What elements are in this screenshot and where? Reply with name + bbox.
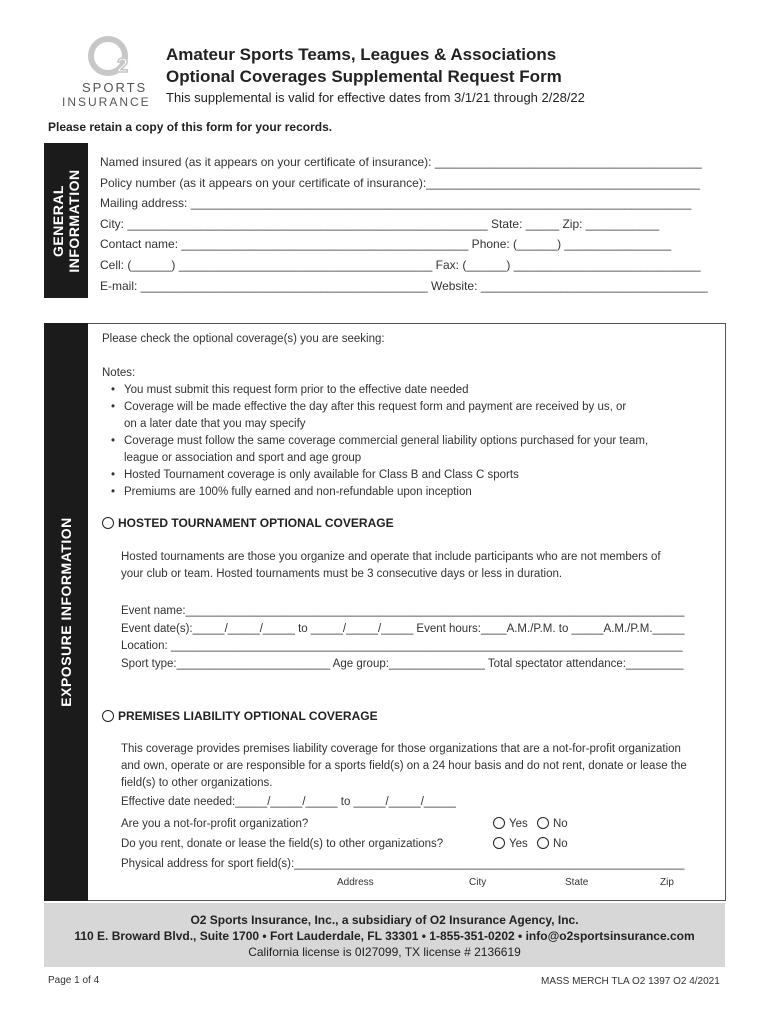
o2-logo bbox=[60, 36, 160, 110]
note-item: • You must submit this request form prior to the effective date needed bbox=[111, 384, 469, 396]
note-item: • Hosted Tournament coverage is only available for Class B and Class C sports bbox=[111, 469, 519, 481]
policy-number-field[interactable]: Policy number (as it appears on your certificate of insurance):_________________________________________ bbox=[100, 175, 700, 190]
form-title bbox=[166, 44, 562, 88]
general-fields bbox=[100, 152, 712, 296]
rent-options: Yes No bbox=[493, 837, 568, 850]
rent-no-radio[interactable] bbox=[537, 837, 549, 849]
not-for-profit-no-radio[interactable] bbox=[537, 817, 549, 829]
hosted-description: Hosted tournaments are those you organize and operate that include participants who are not members of your club or team. Hosted tournaments must be 3 consecutive days or less in duration. bbox=[121, 551, 661, 580]
exposure-sidebar bbox=[44, 323, 88, 901]
footer-company: O2 Sports Insurance, Inc., a subsidiary of O2 Insurance Agency, Inc. bbox=[190, 913, 579, 927]
logo-sports-text: SPORTS bbox=[82, 80, 148, 95]
general-sidebar bbox=[44, 143, 88, 298]
note-item: • Premiums are 100% fully earned and non-refundable upon inception bbox=[111, 486, 472, 498]
physical-address-field[interactable]: Physical address for sport field(s):_____________________________________________________________ bbox=[121, 858, 685, 870]
note-item: league or association and sport and age group bbox=[124, 452, 362, 464]
named-insured-field[interactable]: Named insured (as it appears on your certificate of insurance): ________________________________________ bbox=[100, 155, 702, 169]
general-sidebar-label: GENERAL INFORMATION bbox=[50, 168, 82, 273]
validity-note: This supplemental is valid for effective dates from 3/1/21 through 2/28/22 bbox=[166, 90, 585, 105]
o2-logo-mark bbox=[86, 36, 146, 80]
city-state-zip-field[interactable]: City: ______________________________________________________ State: _____ Zip: ___________ bbox=[100, 216, 660, 231]
footer-box bbox=[44, 903, 725, 967]
not-for-profit-yes-radio[interactable] bbox=[493, 817, 505, 829]
not-for-profit-options: Yes No bbox=[493, 817, 568, 830]
hosted-fields bbox=[121, 603, 711, 673]
hosted-tournament-heading[interactable]: HOSTED TOURNAMENT OPTIONAL COVERAGE bbox=[102, 516, 394, 530]
location-field[interactable]: Location: ________________________________________________________________________________ bbox=[121, 640, 683, 652]
event-dates-field[interactable]: Event date(s):_____/_____/_____ to _____/_____/_____ Event hours:____A.M./P.M. to _____A.M./P.M._____ bbox=[121, 622, 685, 635]
city-label: City bbox=[469, 877, 487, 888]
exposure-sidebar-label: EXPOSURE INFORMATION bbox=[58, 517, 74, 707]
note-item: • Coverage must follow the same coverage commercial general liability options purchased for your team, bbox=[111, 435, 649, 447]
footer-license: California license is 0I27099, TX license # 2136619 bbox=[248, 945, 521, 959]
zip-label: Zip bbox=[660, 877, 674, 888]
form-title-line1: Amateur Sports Teams, Leagues & Associations bbox=[166, 45, 557, 64]
notes-block bbox=[102, 365, 702, 501]
premises-liability-radio[interactable] bbox=[102, 710, 114, 722]
not-for-profit-question: Are you a not-for-profit organization? bbox=[121, 818, 309, 830]
retain-note: Please retain a copy of this form for your records. bbox=[48, 120, 333, 134]
hosted-tournament-radio[interactable] bbox=[102, 517, 114, 529]
effective-date-field[interactable]: Effective date needed:_____/_____/_____ to _____/_____/_____ bbox=[121, 796, 456, 808]
state-label: State bbox=[565, 877, 589, 888]
sport-type-field[interactable]: Sport type:________________________ Age group:_______________ Total spectator attendance:_________ bbox=[121, 657, 684, 670]
cell-fax-field[interactable]: Cell: (______) ______________________________________ Fax: (______) ____________________________ bbox=[100, 257, 701, 272]
email-website-field[interactable]: E-mail: ___________________________________________ Website: __________________________________ bbox=[100, 278, 708, 293]
premises-liability-heading[interactable]: PREMISES LIABILITY OPTIONAL COVERAGE bbox=[102, 709, 378, 723]
premises-description: This coverage provides premises liability coverage for those organizations that are a not-for-profit organization and own, operate or are responsible for a sports field(s) on a 24 hour basis and do not rent, donate or lease the field(s) to other organizations. bbox=[121, 743, 687, 789]
mailing-address-field[interactable]: Mailing address: ___________________________________________________________________________ bbox=[100, 196, 692, 211]
form-title-line2: Optional Coverages Supplemental Request Form bbox=[166, 67, 562, 86]
rent-question: Do you rent, donate or lease the field(s) to other organizations? bbox=[121, 838, 444, 850]
page-number: Page 1 of 4 bbox=[48, 975, 100, 986]
notes-label: Notes: bbox=[102, 367, 136, 379]
contact-phone-field[interactable]: Contact name: ___________________________________________ Phone: (______) ________________ bbox=[100, 237, 672, 252]
coverage-intro: Please check the optional coverage(s) you are seeking: bbox=[102, 333, 385, 345]
note-item: • Coverage will be made effective the day after this request form and payment are received by us, or bbox=[111, 401, 627, 413]
event-name-field[interactable]: Event name:______________________________________________________________________________ bbox=[121, 605, 685, 617]
address-label: Address bbox=[337, 877, 374, 888]
form-code: MASS MERCH TLA O2 1397 O2 4/2021 bbox=[541, 976, 720, 987]
note-item: on a later date that you may specify bbox=[124, 418, 306, 430]
svg-text:2: 2 bbox=[117, 55, 129, 77]
logo-insurance-text: INSURANCE bbox=[62, 95, 151, 109]
footer-address: 110 E. Broward Blvd., Suite 1700 • Fort Lauderdale, FL 33301 • 1-855-351-0202 • info@o2sportsinsurance.com bbox=[74, 929, 695, 943]
rent-yes-radio[interactable] bbox=[493, 837, 505, 849]
